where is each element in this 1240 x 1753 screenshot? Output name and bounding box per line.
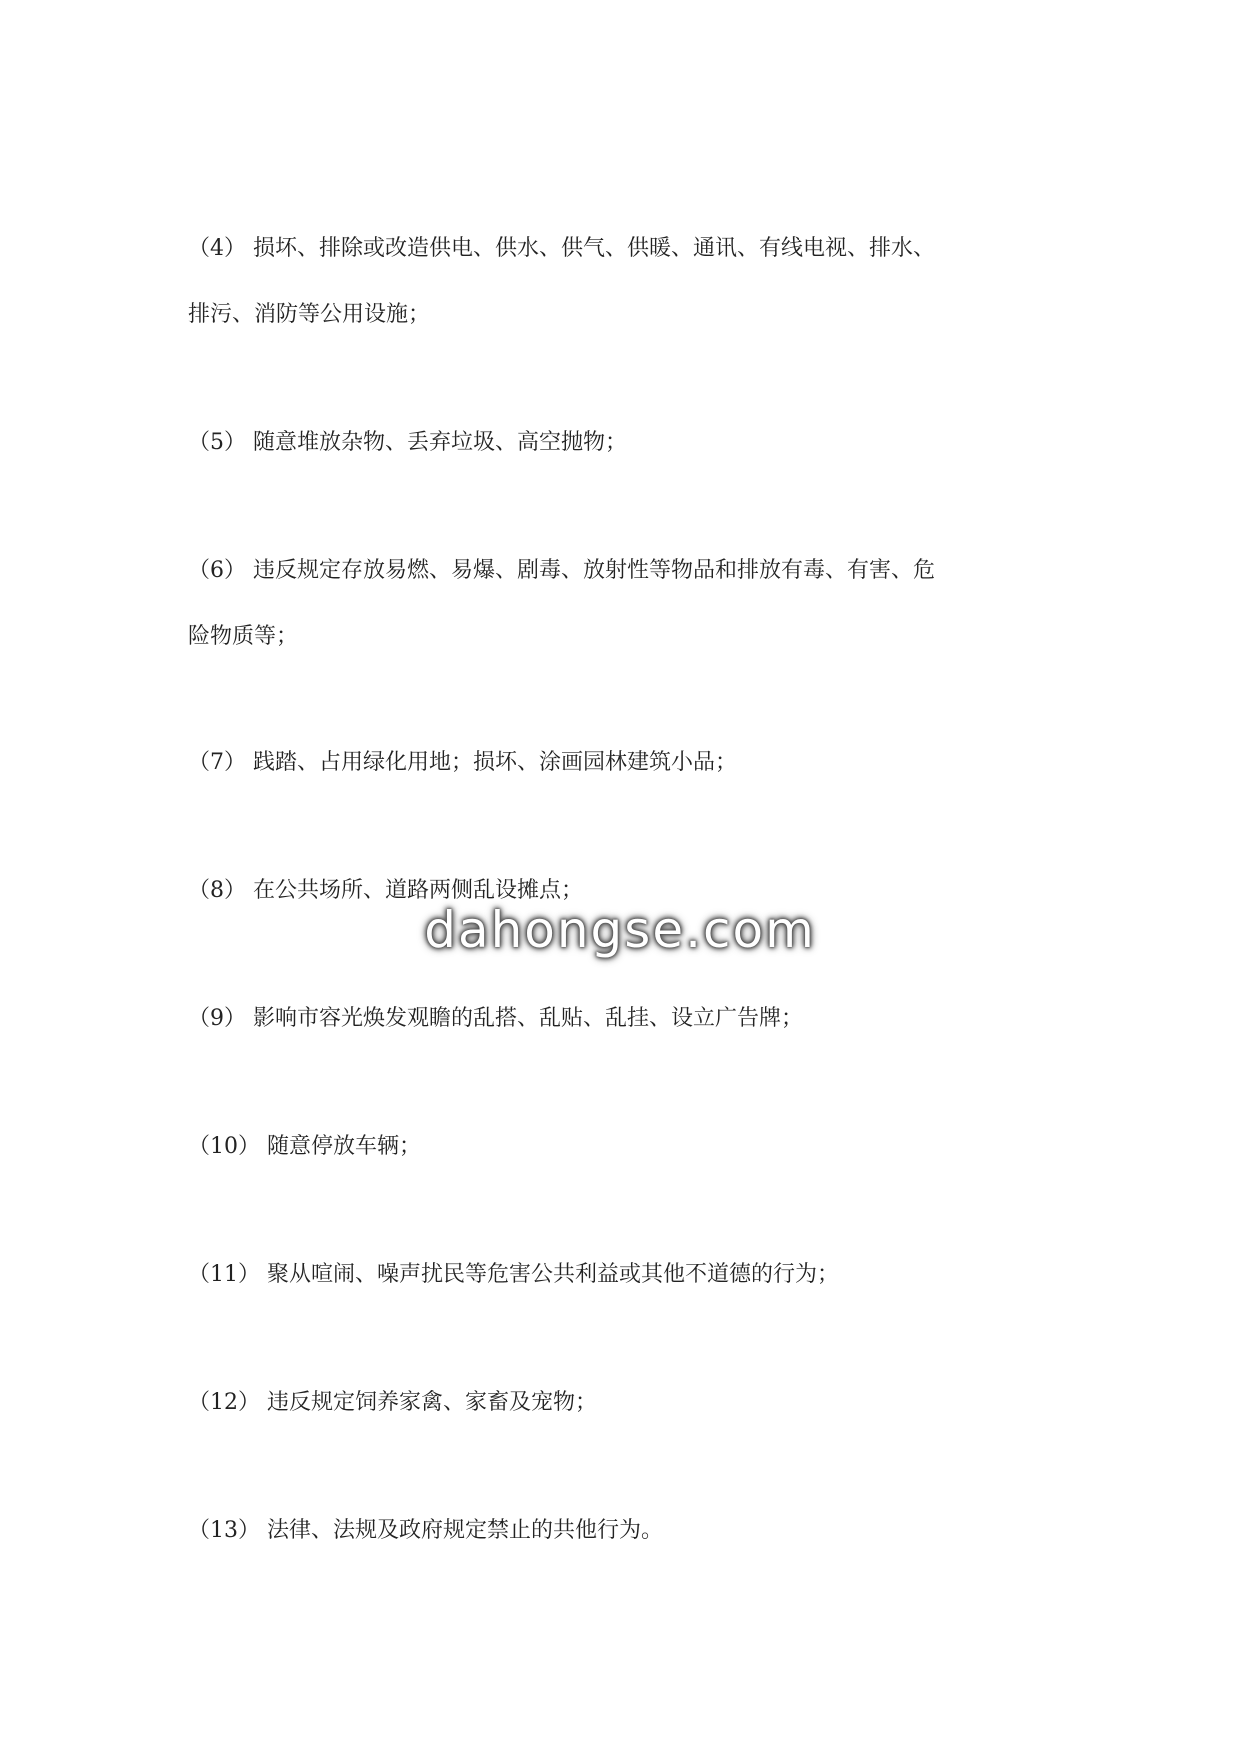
item-text-continuation: 排污、消防等公用设施； xyxy=(188,302,431,327)
item-text: 损坏、排除或改造供电、供水、供气、供暖、通讯、有线电视、排水、 xyxy=(253,236,936,261)
item-text: 聚从喧闹、噪声扰民等危害公共利益或其他不道德的行为； xyxy=(267,1262,840,1287)
item-number: （7） xyxy=(188,750,246,775)
list-item xyxy=(188,1264,1068,1286)
list-item xyxy=(188,1136,1068,1158)
item-text: 随意堆放杂物、丢弃垃圾、高空抛物； xyxy=(253,430,628,455)
item-text: 违反规定饲养家禽、家畜及宠物； xyxy=(267,1390,598,1415)
item-number: （4） xyxy=(188,236,246,261)
item-number: （6） xyxy=(188,558,246,583)
item-text: 影响市容光焕发观瞻的乱搭、乱贴、乱挂、设立广告牌； xyxy=(253,1006,804,1031)
list-item xyxy=(188,1520,1068,1542)
item-number: （13） xyxy=(188,1518,260,1543)
item-number: （11） xyxy=(188,1262,260,1287)
list-item xyxy=(188,1392,1068,1414)
list-item xyxy=(188,238,1068,326)
item-text: 在公共场所、道路两侧乱设摊点； xyxy=(253,878,584,903)
item-number: （8） xyxy=(188,878,246,903)
item-number: （12） xyxy=(188,1390,260,1415)
list-item xyxy=(188,880,1068,902)
watermark: dahongse.com xyxy=(424,901,816,959)
list-item xyxy=(188,560,1068,648)
item-number: （5） xyxy=(188,430,246,455)
item-text: 践踏、占用绿化用地；损坏、涂画园林建筑小品； xyxy=(253,750,738,775)
list-item xyxy=(188,1008,1068,1030)
item-text: 违反规定存放易燃、易爆、剧毒、放射性等物品和排放有毒、有害、危 xyxy=(253,558,936,583)
item-number: （9） xyxy=(188,1006,246,1031)
item-text: 法律、法规及政府规定禁止的共他行为。 xyxy=(267,1518,664,1543)
list-item xyxy=(188,432,1068,454)
item-text: 随意停放车辆； xyxy=(267,1134,422,1159)
item-text-continuation: 险物质等； xyxy=(188,624,299,649)
list-item xyxy=(188,752,1068,774)
item-number: （10） xyxy=(188,1134,260,1159)
